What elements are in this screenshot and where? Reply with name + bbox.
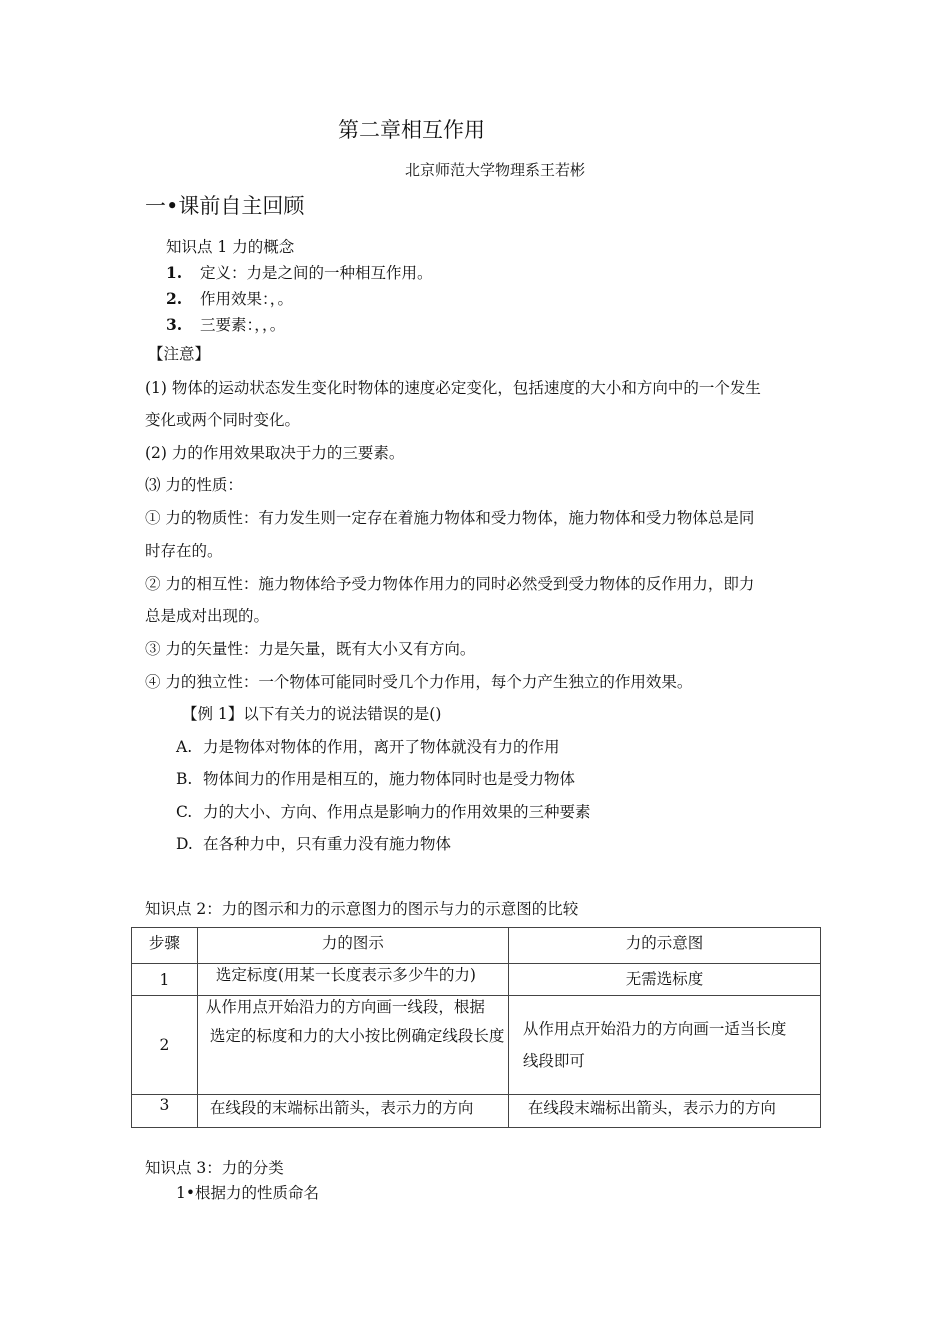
option-label: A.	[176, 738, 193, 756]
kp1-heading: 知识点 1 力的概念	[166, 238, 295, 256]
option-text: 力是物体对物体的作用，离开了物体就没有力的作用	[203, 738, 560, 756]
kp3-heading: 知识点 3：力的分类	[145, 1159, 284, 1177]
table-cell	[197, 1095, 508, 1128]
diagram-text: 选定标度(用某一长度表示多少牛的力)	[215, 966, 476, 984]
table-cell	[132, 1095, 198, 1128]
note-line: ① 力的物质性：有力发生则一定存在着施力物体和受力物体，施力物体和受力物体总是同	[145, 509, 755, 527]
option-label: D.	[176, 835, 193, 853]
header-step: 步骤	[148, 934, 180, 952]
kp3-item: 1•根据力的性质命名	[176, 1184, 320, 1202]
note-line: ④ 力的独立性：一个物体可能同时受几个力作用，每个力产生独立的作用效果。	[145, 673, 693, 691]
sketch-text: 从作用点开始沿力的方向画一适当长度	[522, 1020, 787, 1038]
option-text: 物体间力的作用是相互的，施力物体同时也是受力物体	[203, 770, 576, 788]
table-cell	[197, 964, 508, 996]
step-number: 3	[159, 1096, 170, 1114]
diagram-text: 选定的标度和力的大小按比例确定线段长度	[209, 1027, 505, 1045]
item-text: 三要素：，，。	[200, 316, 286, 334]
table-header-cell	[132, 928, 198, 964]
note-line: (1) 物体的运动状态发生变化时物体的速度必定变化，包括速度的大小和方向中的一个发生	[145, 379, 761, 397]
table-cell	[508, 996, 820, 1095]
item-number: 1.	[166, 263, 183, 282]
table-cell	[508, 1095, 820, 1128]
item-number: 3.	[166, 315, 183, 334]
sketch-text: 无需选标度	[625, 970, 704, 988]
item-text: 作用效果：，。	[200, 290, 294, 308]
note-line: (2) 力的作用效果取决于力的三要素。	[145, 444, 405, 462]
option-text: 力的大小、方向、作用点是影响力的作用效果的三种要素	[203, 803, 591, 821]
item-text: 定义：力是之间的一种相互作用。	[200, 264, 433, 282]
table-row	[132, 964, 821, 996]
kp2-heading: 知识点 2：力的图示和力的示意图力的图示与力的示意图的比较	[145, 900, 579, 918]
option-text: 在各种力中，只有重力没有施力物体	[203, 835, 452, 853]
example-option	[176, 767, 575, 789]
step-number: 2	[159, 1036, 170, 1054]
note-line: 时存在的。	[145, 542, 223, 560]
option-label: B.	[176, 770, 193, 788]
note-label: 【注意】	[148, 345, 211, 363]
kp1-item	[166, 261, 433, 283]
table-cell	[508, 964, 820, 996]
header-sketch: 力的示意图	[625, 934, 704, 952]
option-label: C.	[176, 803, 193, 821]
diagram-text: 从作用点开始沿力的方向画一线段，根据	[205, 998, 485, 1016]
kp1-item	[166, 287, 293, 309]
note-line: ③ 力的矢量性：力是矢量，既有大小又有方向。	[145, 640, 476, 658]
diagram-text: 在线段的末端标出箭头，表示力的方向	[209, 1099, 474, 1117]
table-header-cell	[197, 928, 508, 964]
item-number: 2.	[166, 289, 183, 308]
page-title: 第二章相互作用	[338, 118, 485, 142]
table-cell	[132, 996, 198, 1095]
note-line: ⑶ 力的性质：	[145, 476, 243, 494]
header-diagram: 力的图示	[321, 934, 384, 952]
table-row	[132, 1095, 821, 1128]
example-option	[176, 800, 591, 822]
table-row	[132, 996, 821, 1095]
note-line: ② 力的相互性：施力物体给予受力物体作用力的同时必然受到受力物体的反作用力，即力	[145, 575, 755, 593]
section-heading: 一•课前自主回顾	[145, 194, 305, 218]
note-line: 总是成对出现的。	[145, 607, 270, 625]
comparison-table	[131, 927, 821, 1128]
example-stem: 【例 1】以下有关力的说法错误的是()	[182, 705, 442, 723]
kp1-item	[166, 313, 285, 335]
step-number: 1	[159, 971, 170, 989]
table-cell	[197, 996, 508, 1095]
author-line: 北京师范大学物理系王若彬	[405, 161, 586, 179]
sketch-text: 线段即可	[522, 1052, 585, 1070]
sketch-text: 在线段末端标出箭头，表示力的方向	[527, 1099, 776, 1117]
table-header-row	[132, 928, 821, 964]
example-option	[176, 735, 560, 757]
note-line: 变化或两个同时变化。	[145, 411, 301, 429]
example-option	[176, 832, 451, 854]
table-cell	[132, 964, 198, 996]
table-header-cell	[508, 928, 820, 964]
